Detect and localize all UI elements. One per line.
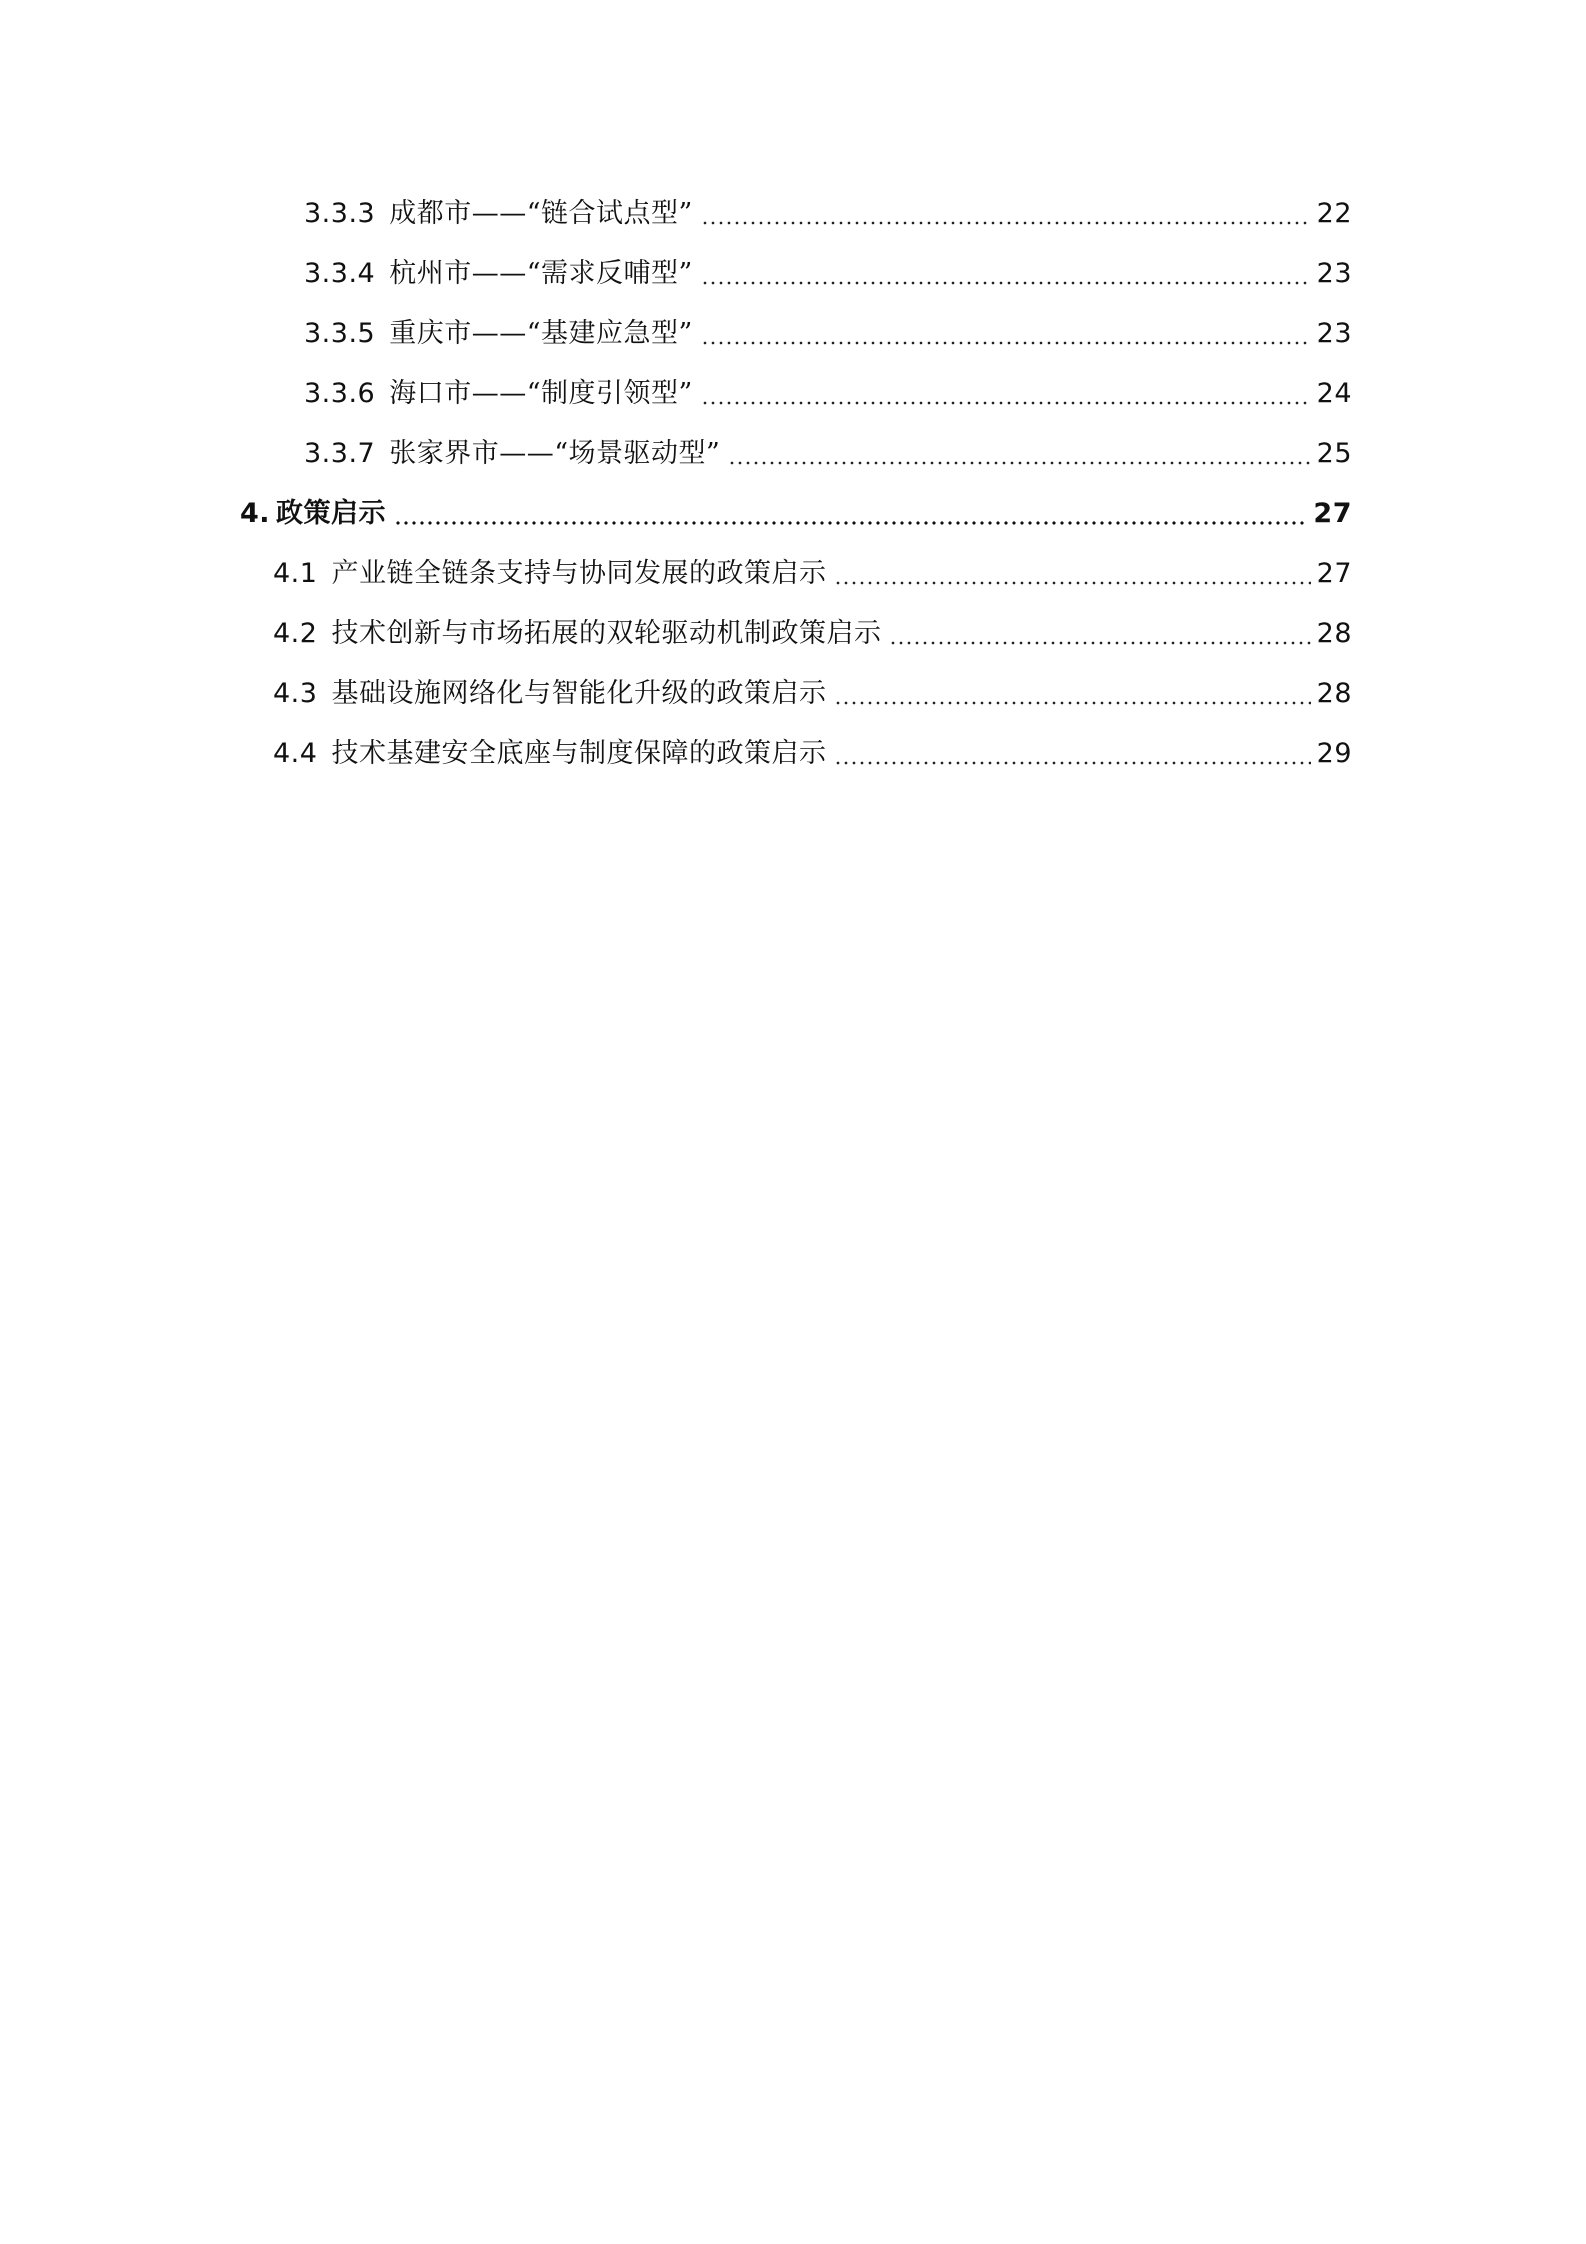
toc-entry-number: 4.4 [273,738,318,769]
toc-entry-number: 4. [240,498,271,529]
toc-entry-page: 28 [1316,618,1352,649]
toc-leader-dots [834,580,1310,586]
toc-entry-title: 产业链全链条支持与协同发展的政策启示 [331,558,827,589]
toc-entry-3-3-3[interactable] [304,194,1352,234]
toc-entry-page: 28 [1316,678,1352,709]
toc-entry-page: 27 [1313,498,1352,529]
toc-entry-4-1[interactable] [273,554,1352,594]
toc-entry-4-2[interactable] [273,614,1352,654]
toc-leader-dots [834,700,1310,706]
toc-leader-dots [889,640,1310,646]
toc-entry-page: 23 [1316,258,1352,289]
toc-entry-3-3-6[interactable] [304,374,1352,414]
toc-entry-number: 3.3.3 [304,198,376,229]
toc-entry-number: 3.3.7 [304,438,376,469]
toc-entry-3-3-5[interactable] [304,314,1352,354]
toc-entry-number: 4.3 [273,678,318,709]
toc-entry-title: 成都市——“链合试点型” [389,198,693,229]
toc-leader-dots [701,280,1311,286]
toc-entry-title: 海口市——“制度引领型” [389,378,693,409]
toc-entry-page: 24 [1316,378,1352,409]
toc-leader-dots [701,220,1311,226]
toc-entry-title: 技术创新与市场拓展的双轮驱动机制政策启示 [331,618,882,649]
toc-leader-dots [728,460,1310,466]
toc-leader-dots [701,400,1311,406]
toc-entry-page: 22 [1316,198,1352,229]
toc-entry-4-3[interactable] [273,674,1352,714]
toc-entry-page: 27 [1316,558,1352,589]
toc-entry-title: 基础设施网络化与智能化升级的政策启示 [331,678,827,709]
toc-entry-3-3-7[interactable] [304,434,1352,474]
toc-entry-number: 3.3.5 [304,318,376,349]
toc-entry-page: 25 [1316,438,1352,469]
toc-entry-page: 29 [1316,738,1352,769]
toc-leader-dots [834,760,1310,766]
toc-entry-number: 3.3.4 [304,258,376,289]
toc-entry-number: 3.3.6 [304,378,376,409]
toc-entry-4[interactable] [240,494,1352,534]
toc-entry-3-3-4[interactable] [304,254,1352,294]
toc-leader-dots [701,340,1311,346]
toc-entry-4-4[interactable] [273,734,1352,774]
toc-entry-title: 重庆市——“基建应急型” [389,318,693,349]
toc-entry-title: 技术基建安全底座与制度保障的政策启示 [331,738,827,769]
toc-entry-title: 政策启示 [276,498,387,529]
toc-entry-number: 4.2 [273,618,318,649]
toc-leader-dots [394,520,1307,526]
toc-entry-number: 4.1 [273,558,318,589]
toc-entry-title: 张家界市——“场景驱动型” [389,438,721,469]
toc-entry-page: 23 [1316,318,1352,349]
toc-entry-title: 杭州市——“需求反哺型” [389,258,693,289]
